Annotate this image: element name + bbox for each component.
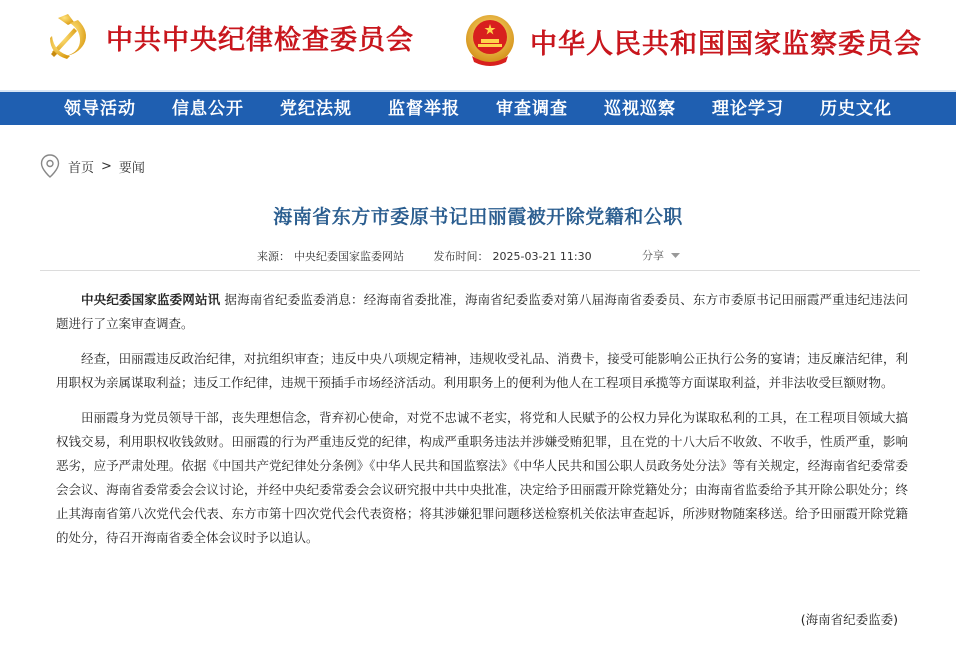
national-emblem-icon bbox=[462, 12, 518, 70]
title-divider bbox=[40, 270, 920, 271]
breadcrumb-current[interactable]: 要闻 bbox=[118, 160, 145, 176]
article-paragraph-1 bbox=[56, 288, 908, 336]
article-title: 海南省东方市委原书记田丽霞被开除党籍和公职 bbox=[273, 206, 683, 228]
source-value: 中央纪委国家监委网站 bbox=[294, 250, 404, 263]
article-body bbox=[56, 288, 908, 561]
nav-item-theory[interactable]: 理论学习 bbox=[712, 99, 784, 119]
nav-item-investigation[interactable]: 审查调查 bbox=[496, 99, 568, 119]
nsc-title: 中华人民共和国国家监察委员会 bbox=[530, 28, 922, 60]
share-button[interactable] bbox=[642, 247, 680, 263]
article-paragraph-1-text: 据海南省纪委监委消息：经海南省委批准，海南省纪委监委对第八届海南省委委员、东方市委原书记田丽霞严重违纪违法问题进行了立案审查调查。 bbox=[56, 292, 908, 331]
party-emblem-icon bbox=[44, 12, 94, 62]
article-paragraph-2: 经查，田丽霞违反政治纪律，对抗组织审查；违反中央八项规定精神，违规收受礼品、消费卡，接受可能影响公正执行公务的宴请；违反廉洁纪律，利用职权为亲属谋取利益；违反工作纪律，违规干预插手市场经济活动。利用职务上的便利为他人在工程项目承揽等方面谋取利益，并非法收受巨额财物。 bbox=[56, 351, 908, 390]
breadcrumb-home-link[interactable]: 首页 bbox=[68, 160, 95, 176]
chevron-down-icon bbox=[671, 253, 680, 259]
breadcrumb bbox=[40, 154, 145, 178]
article-lead: 中央纪委国家监委网站讯 bbox=[81, 292, 221, 307]
date-value: 2025-03-21 11:30 bbox=[492, 250, 592, 263]
nav-item-report[interactable]: 监督举报 bbox=[388, 99, 460, 119]
site-header bbox=[0, 0, 956, 90]
article-signature: (海南省纪委监委) bbox=[800, 612, 898, 627]
article-meta bbox=[257, 248, 596, 264]
share-label: 分享 bbox=[642, 249, 664, 262]
date-label: 发布时间： bbox=[433, 250, 489, 263]
source-label: 来源： bbox=[257, 250, 290, 263]
ccdi-brand[interactable] bbox=[44, 12, 414, 62]
location-pin-icon bbox=[40, 154, 60, 178]
main-nav bbox=[0, 90, 956, 125]
nav-item-inspection[interactable]: 巡视巡察 bbox=[604, 99, 676, 119]
breadcrumb-separator: > bbox=[101, 158, 112, 174]
nav-item-regulations[interactable]: 党纪法规 bbox=[280, 99, 352, 119]
nav-item-leadership[interactable]: 领导活动 bbox=[64, 99, 136, 119]
nav-item-history[interactable]: 历史文化 bbox=[820, 99, 892, 119]
nav-item-info-disclosure[interactable]: 信息公开 bbox=[172, 99, 244, 119]
nsc-brand[interactable] bbox=[462, 12, 922, 70]
article-paragraph-3: 田丽霞身为党员领导干部，丧失理想信念，背弃初心使命，对党不忠诚不老实，将党和人民赋予的公权力异化为谋取私利的工具，在工程项目领域大搞权钱交易，利用职权收钱敛财。田丽霞的行为严重违反党的纪律，构成严重职务违法并涉嫌受贿犯罪，且在党的十八大后不收敛、不收手，性质严重，影响恶劣，应予严肃处理。依据《中国共产党纪律处分条例》《中华人民共和国监察法》《中华人民共和国公职人员政务处分法》等有关规定，经海南省纪委常委会会议、海南省委常委会会议讨论，并经中央纪委常委会会议研究报中共中央批准，决定给予田丽霞开除党籍处分；由海南省监委给予其开除公职处分；终止其海南省第八次党代会代表、东方市第十四次党代会代表资格；将其涉嫌犯罪问题移送检察机关依法审查起诉，所涉财物随案移送。给予田丽霞开除党籍的处分，待召开海南省委全体会议时予以追认。 bbox=[56, 410, 908, 545]
ccdi-title: 中共中央纪律检查委员会 bbox=[106, 24, 414, 56]
